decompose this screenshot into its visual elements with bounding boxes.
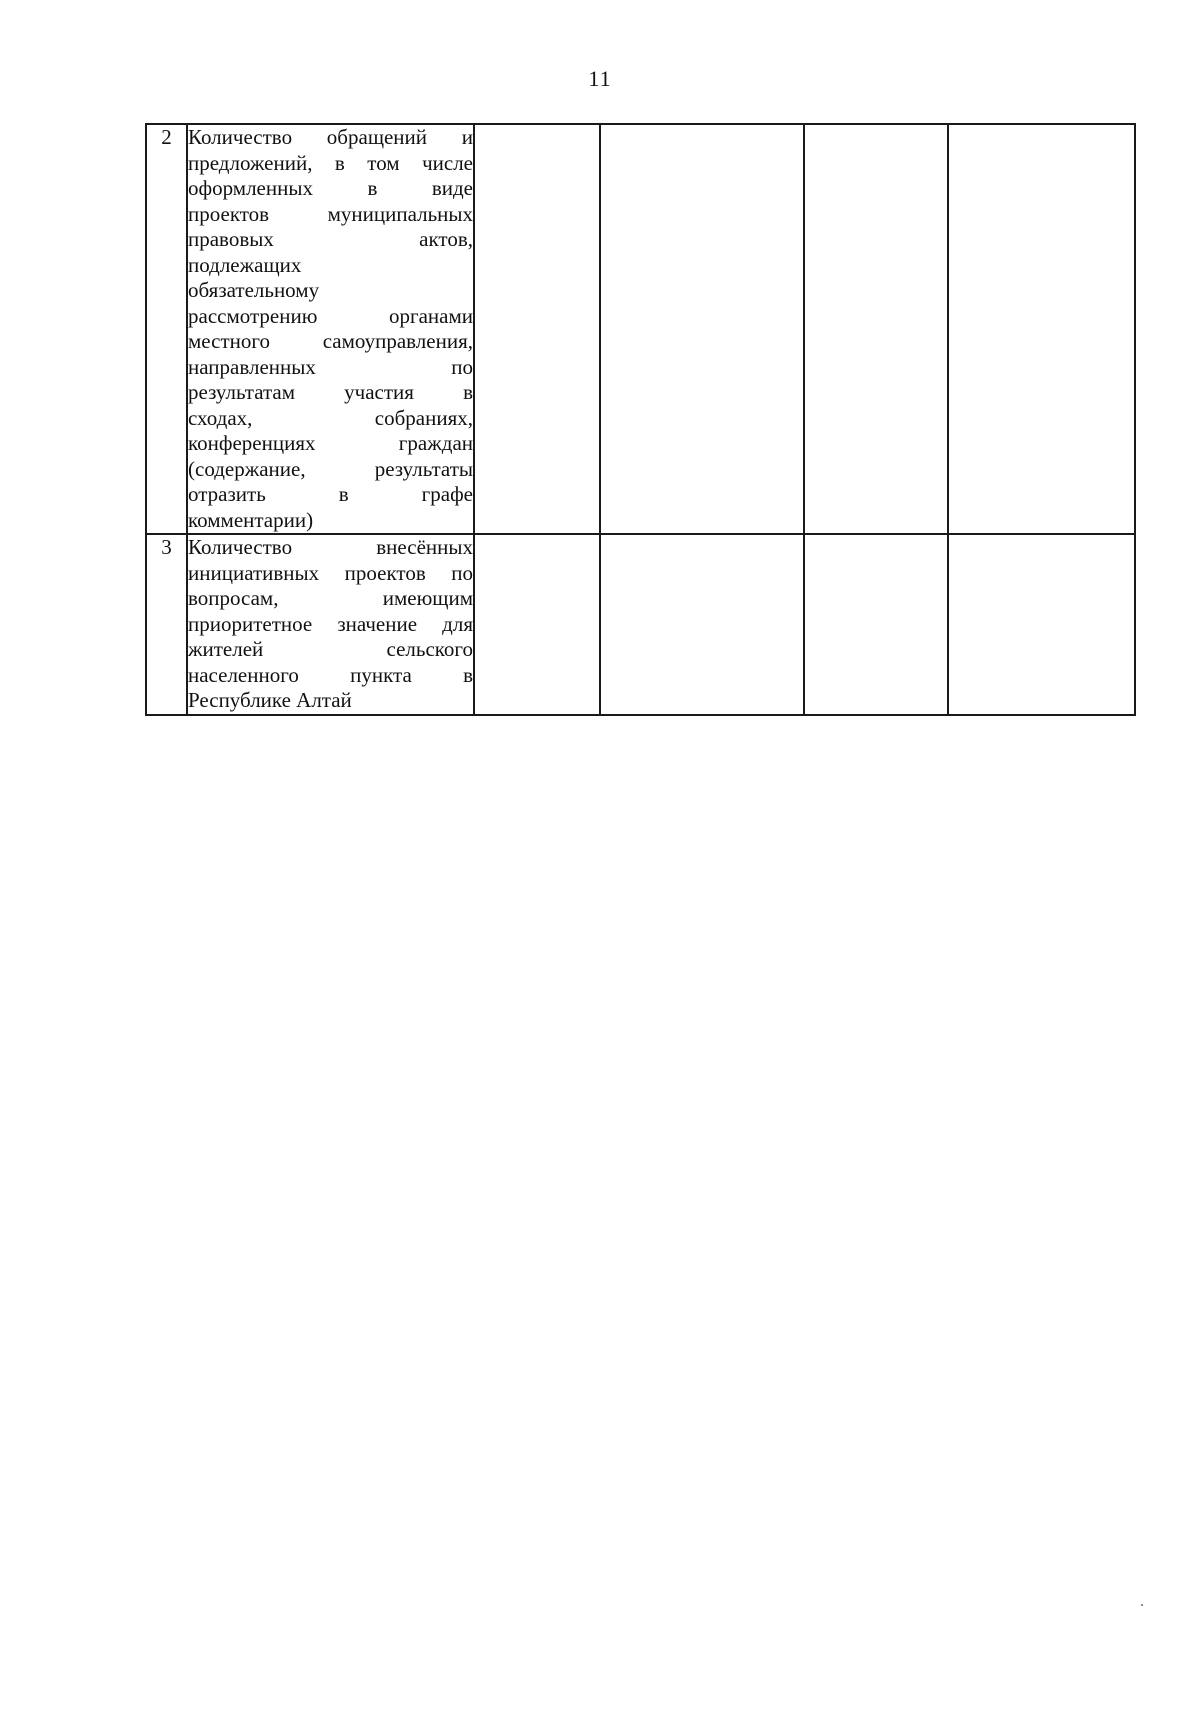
- indicator-table: [145, 123, 1136, 716]
- description-line: населенного пункта в: [188, 662, 473, 687]
- description-line: правовых актов,: [188, 227, 473, 251]
- description-line: местного самоуправления,: [188, 329, 473, 353]
- description-line: подлежащих: [188, 252, 302, 277]
- description-line: конференциях граждан: [188, 431, 473, 455]
- description-line: обязательному: [188, 278, 320, 302]
- description-line: комментарии): [188, 507, 314, 532]
- description-line: Количество обращений и: [188, 125, 473, 149]
- description-line: проектов муниципальных: [188, 201, 473, 226]
- empty-value-cell: [804, 534, 948, 715]
- table-row: [146, 124, 1135, 534]
- description-line: рассмотрению органами: [188, 303, 473, 328]
- empty-value-cell: [474, 534, 600, 715]
- empty-value-cell: [948, 124, 1135, 534]
- scan-speck: [1141, 1604, 1143, 1606]
- description-line: Республике Алтай: [188, 688, 352, 712]
- indicator-description: [187, 534, 474, 715]
- description-line: предложений, в том числе: [188, 150, 473, 175]
- description-line: сходах, собраниях,: [188, 405, 473, 430]
- empty-value-cell: [948, 534, 1135, 715]
- description-line: приоритетное значение для: [188, 611, 473, 636]
- row-number: 3: [146, 534, 187, 715]
- empty-value-cell: [600, 534, 804, 715]
- empty-value-cell: [600, 124, 804, 534]
- page-number: 11: [588, 66, 612, 91]
- empty-value-cell: [474, 124, 600, 534]
- indicator-description: [187, 124, 474, 534]
- description-line: инициативных проектов по: [188, 560, 473, 585]
- description-line: Количество внесённых: [188, 535, 473, 559]
- description-line: (содержание, результаты: [188, 456, 473, 481]
- description-line: вопросам, имеющим: [188, 586, 473, 610]
- description-line: оформленных в виде: [188, 176, 473, 200]
- row-number: 2: [146, 124, 187, 534]
- empty-value-cell: [804, 124, 948, 534]
- description-line: направленных по: [188, 354, 473, 379]
- description-line: жителей сельского: [188, 637, 473, 661]
- description-line: отразить в графе: [188, 482, 473, 506]
- table-row: [146, 534, 1135, 715]
- description-line: результатам участия в: [188, 380, 473, 404]
